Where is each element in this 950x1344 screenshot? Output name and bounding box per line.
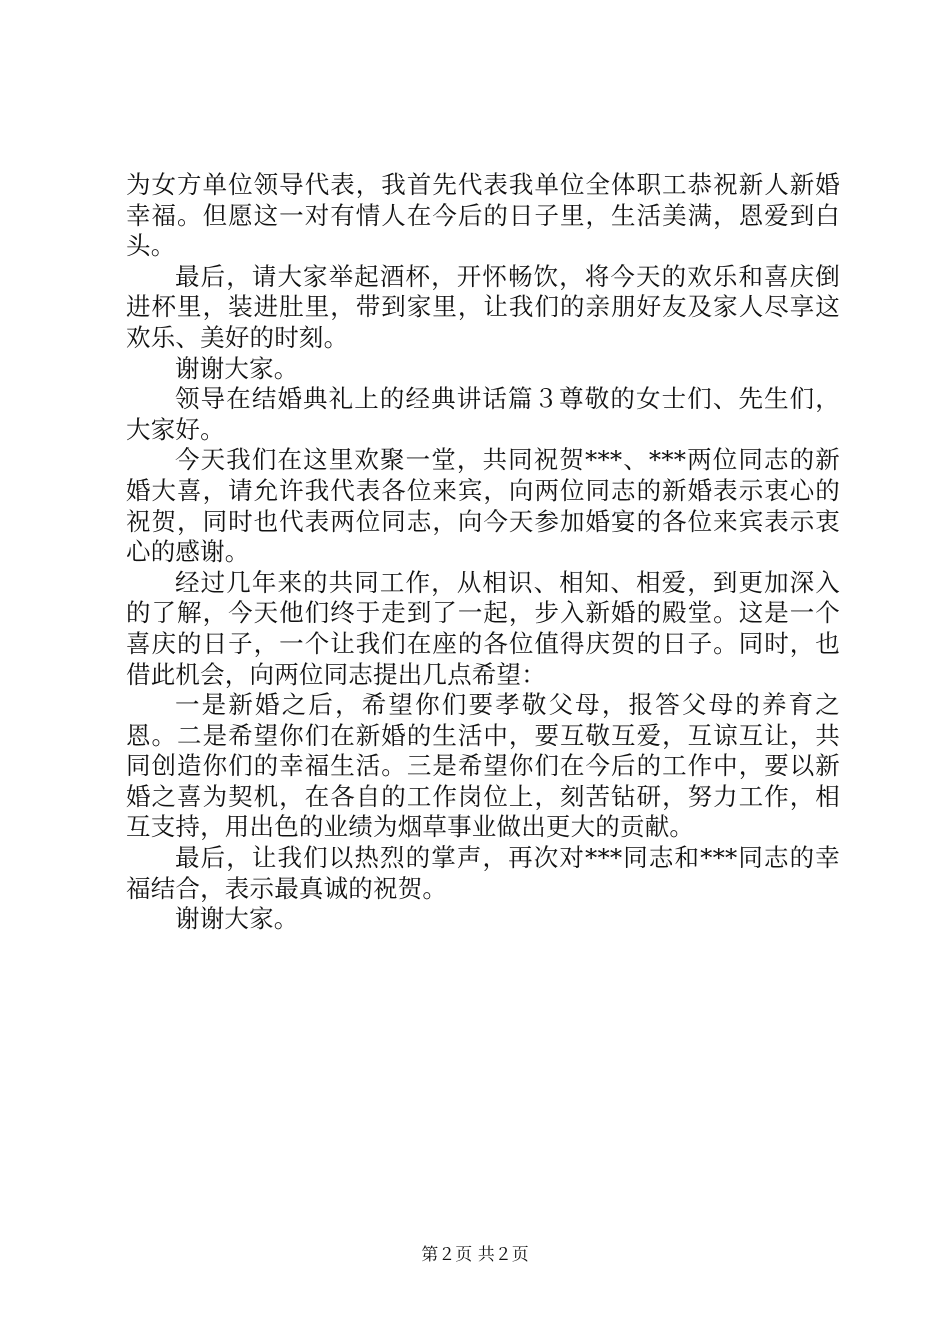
paragraph-6: 经过几年来的共同工作，从相识、相知、相爱，到更加深入的了解，今天他们终于走到了一起，步入新婚的殿堂。这是一个喜庆的日子，一个让我们在座的各位值得庆贺的日子。同时，也借此机会，向两位同志提出几点希望： — [126, 567, 840, 689]
document-body — [126, 170, 840, 935]
paragraph-4: 领导在结婚典礼上的经典讲话篇３尊敬的女士们、先生们，大家好。 — [126, 384, 840, 444]
paragraph-1: 为女方单位领导代表，我首先代表我单位全体职工恭祝新人新婚幸福。但愿这一对有情人在今后的日子里，生活美满，恩爱到白头。 — [126, 170, 840, 261]
paragraph-8: 最后，让我们以热烈的掌声，再次对***同志和***同志的幸福结合，表示最真诚的祝贺。 — [126, 843, 840, 903]
paragraph-7: 一是新婚之后，希望你们要孝敬父母，报答父母的养育之恩。二是希望你们在新婚的生活中，要互敬互爱，互谅互让，共同创造你们的幸福生活。三是希望你们在今后的工作中，要以新婚之喜为契机，在各自的工作岗位上，刻苦钻研，努力工作，相互支持，用出色的业绩为烟草事业做出更大的贡献。 — [126, 690, 840, 842]
paragraph-5: 今天我们在这里欢聚一堂，共同祝贺***、***两位同志的新婚大喜，请允许我代表各位来宾，向两位同志的新婚表示衷心的祝贺，同时也代表两位同志，向今天参加婚宴的各位来宾表示衷心的感谢。 — [126, 445, 840, 567]
paragraph-9: 谢谢大家。 — [175, 904, 299, 934]
page-number-label: 第２页 共２页 — [421, 1245, 529, 1265]
paragraph-3: 谢谢大家。 — [175, 353, 299, 383]
page-footer — [0, 1244, 950, 1266]
paragraph-2: 最后，请大家举起酒杯，开怀畅饮，将今天的欢乐和喜庆倒进杯里，装进肚里，带到家里，让我们的亲朋好友及家人尽享这欢乐、美好的时刻。 — [126, 261, 840, 352]
